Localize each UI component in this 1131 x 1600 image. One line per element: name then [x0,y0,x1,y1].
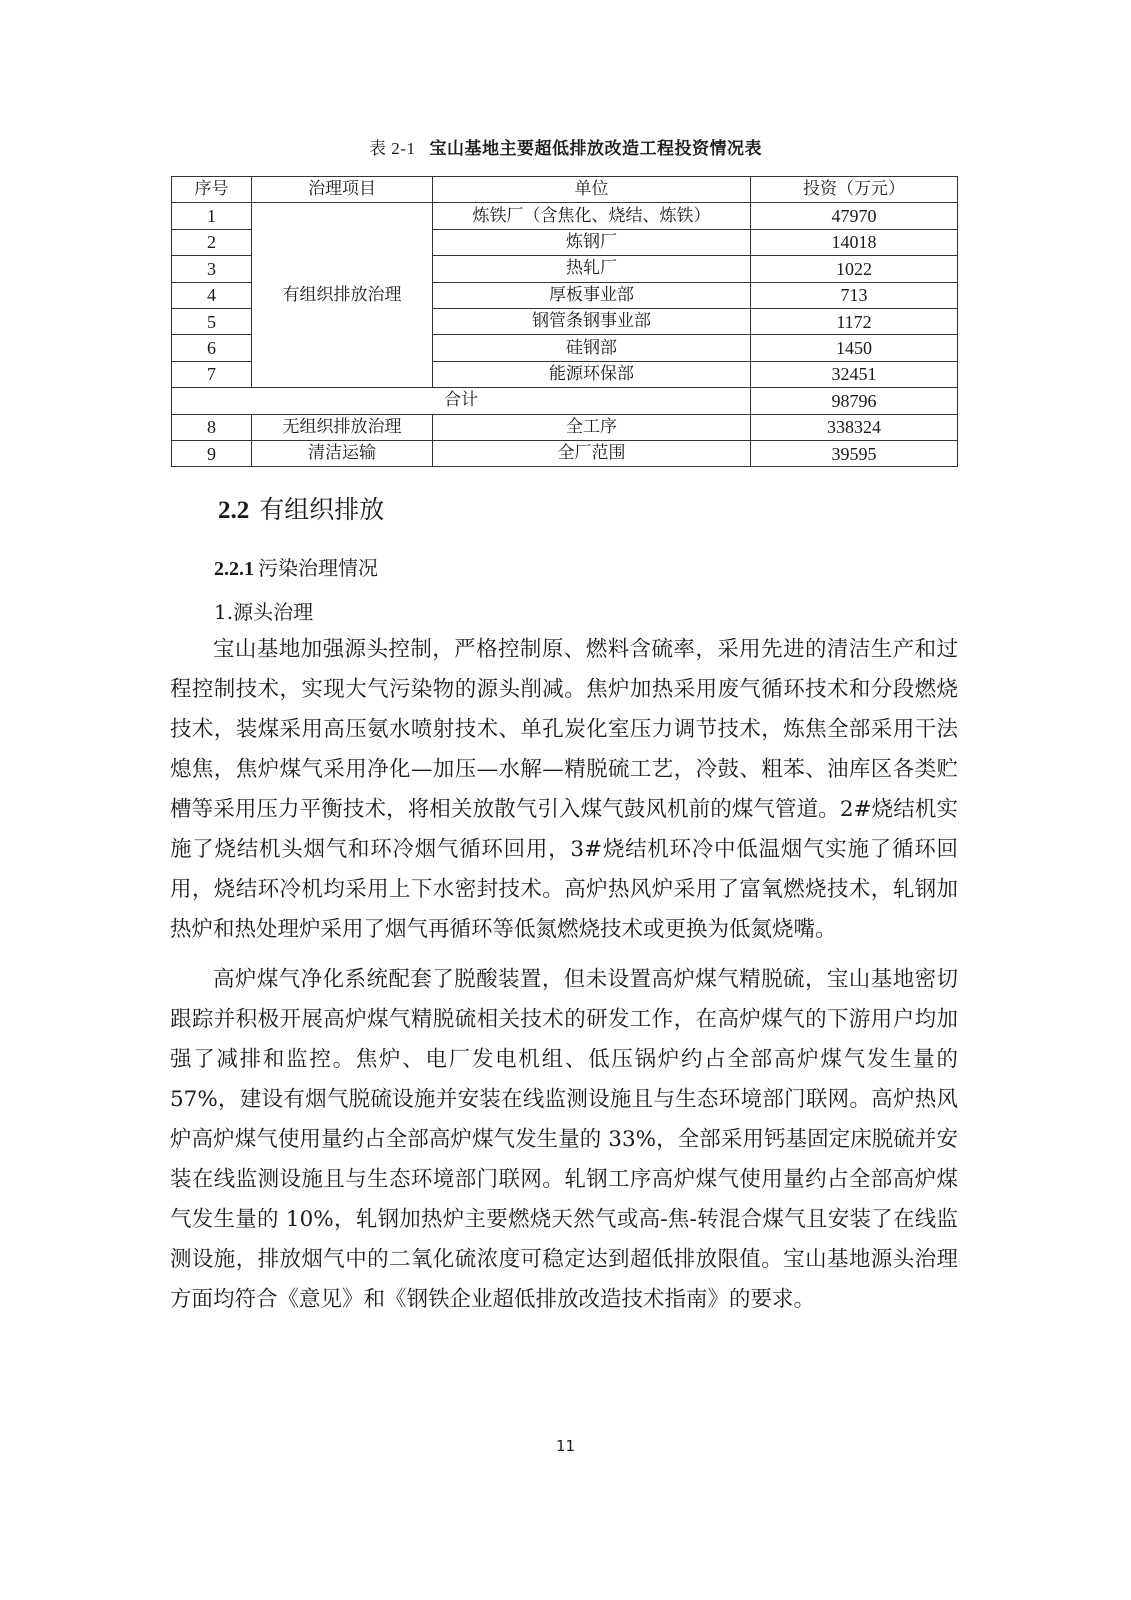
cell-project-organized: 有组织排放治理 [252,203,433,388]
cell-investment: 713 [751,282,958,308]
section-heading [218,490,384,526]
cell-no: 6 [172,335,252,361]
table-caption-title: 宝山基地主要超低排放改造工程投资情况表 [429,139,762,159]
cell-no: 4 [172,282,252,308]
cell-investment: 47970 [751,203,958,229]
cell-unit: 全工序 [433,414,751,440]
investment-table [171,176,958,467]
page-number: 11 [555,1437,576,1455]
cell-no: 2 [172,229,252,255]
cell-investment: 32451 [751,361,958,387]
cell-project: 清洁运输 [252,440,433,466]
body-text [170,630,958,1330]
cell-investment: 14018 [751,229,958,255]
table-caption-number: 表 2-1 [369,139,416,158]
subsection-title: 污染治理情况 [258,556,378,580]
table-row [172,414,958,440]
cell-no: 7 [172,361,252,387]
cell-unit: 热轧厂 [433,256,751,282]
cell-unit: 炼铁厂（含焦化、烧结、炼铁） [433,203,751,229]
cell-no: 1 [172,203,252,229]
cell-unit: 炼钢厂 [433,229,751,255]
cell-investment: 39595 [751,440,958,466]
header-investment: 投资（万元） [751,177,958,203]
subtotal-value: 98796 [751,388,958,414]
table-row [172,440,958,466]
item-heading: 1.源头治理 [214,600,314,624]
cell-unit: 能源环保部 [433,361,751,387]
table-header-row [172,177,958,203]
section-number: 2.2 [218,497,250,524]
subsection-number: 2.2.1 [214,558,254,580]
cell-investment: 338324 [751,414,958,440]
cell-unit: 全厂范围 [433,440,751,466]
cell-unit: 硅钢部 [433,335,751,361]
paragraph: 宝山基地加强源头控制，严格控制原、燃料含硫率，采用先进的清洁生产和过程控制技术，实现大气污染物的源头削减。焦炉加热采用废气循环技术和分段燃烧技术，装煤采用高压氨水喷射技术、单孔炭化室压力调节技术，炼焦全部采用干法熄焦，焦炉煤气采用净化—加压—水解—精脱硫工艺，冷鼓、粗苯、油库区各类贮槽等采用压力平衡技术，将相关放散气引入煤气鼓风机前的煤气管道。2#烧结机实施了烧结机头烟气和环冷烟气循环回用，3#烧结机环冷中低温烟气实施了循环回用，烧结环冷机均采用上下水密封技术。高炉热风炉采用了富氧燃烧技术，轧钢加热炉和热处理炉采用了烟气再循环等低氮燃烧技术或更换为低氮烧嘴。 [170,637,958,942]
subsection-heading [214,552,378,581]
cell-unit: 钢管条钢事业部 [433,308,751,334]
header-unit: 单位 [433,177,751,203]
cell-no: 8 [172,414,252,440]
cell-investment: 1450 [751,335,958,361]
table-subtotal-row [172,388,958,414]
paragraph: 高炉煤气净化系统配套了脱酸装置，但未设置高炉煤气精脱硫，宝山基地密切跟踪并积极开展高炉煤气精脱硫相关技术的研发工作，在高炉煤气的下游用户均加强了减排和监控。焦炉、电厂发电机组、低压锅炉约占全部高炉煤气发生量的 57%，建设有烟气脱硫设施并安装在线监测设施且与生态环境部门联网。高炉热风炉高炉煤气使用量约占全部高炉煤气发生量的 33%，全部采用钙基固定床脱硫并安装在线监测设施且与生态环境部门联网。轧钢工序高炉煤气使用量约占全部高炉煤气发生量的 10%，轧钢加热炉主要燃烧天然气或高-焦-转混合煤气且安装了在线监测设施，排放烟气中的二氧化硫浓度可稳定达到超低排放限值。宝山基地源头治理方面均符合《意见》和《钢铁企业超低排放改造技术指南》的要求。 [170,967,958,1312]
table-row [172,203,958,229]
cell-no: 9 [172,440,252,466]
cell-investment: 1172 [751,308,958,334]
table-caption [0,134,1131,159]
subtotal-label: 合计 [172,388,751,414]
header-project: 治理项目 [252,177,433,203]
cell-project: 无组织排放治理 [252,414,433,440]
cell-unit: 厚板事业部 [433,282,751,308]
section-title: 有组织排放 [259,495,385,524]
cell-no: 3 [172,256,252,282]
header-no: 序号 [172,177,252,203]
cell-investment: 1022 [751,256,958,282]
cell-no: 5 [172,308,252,334]
